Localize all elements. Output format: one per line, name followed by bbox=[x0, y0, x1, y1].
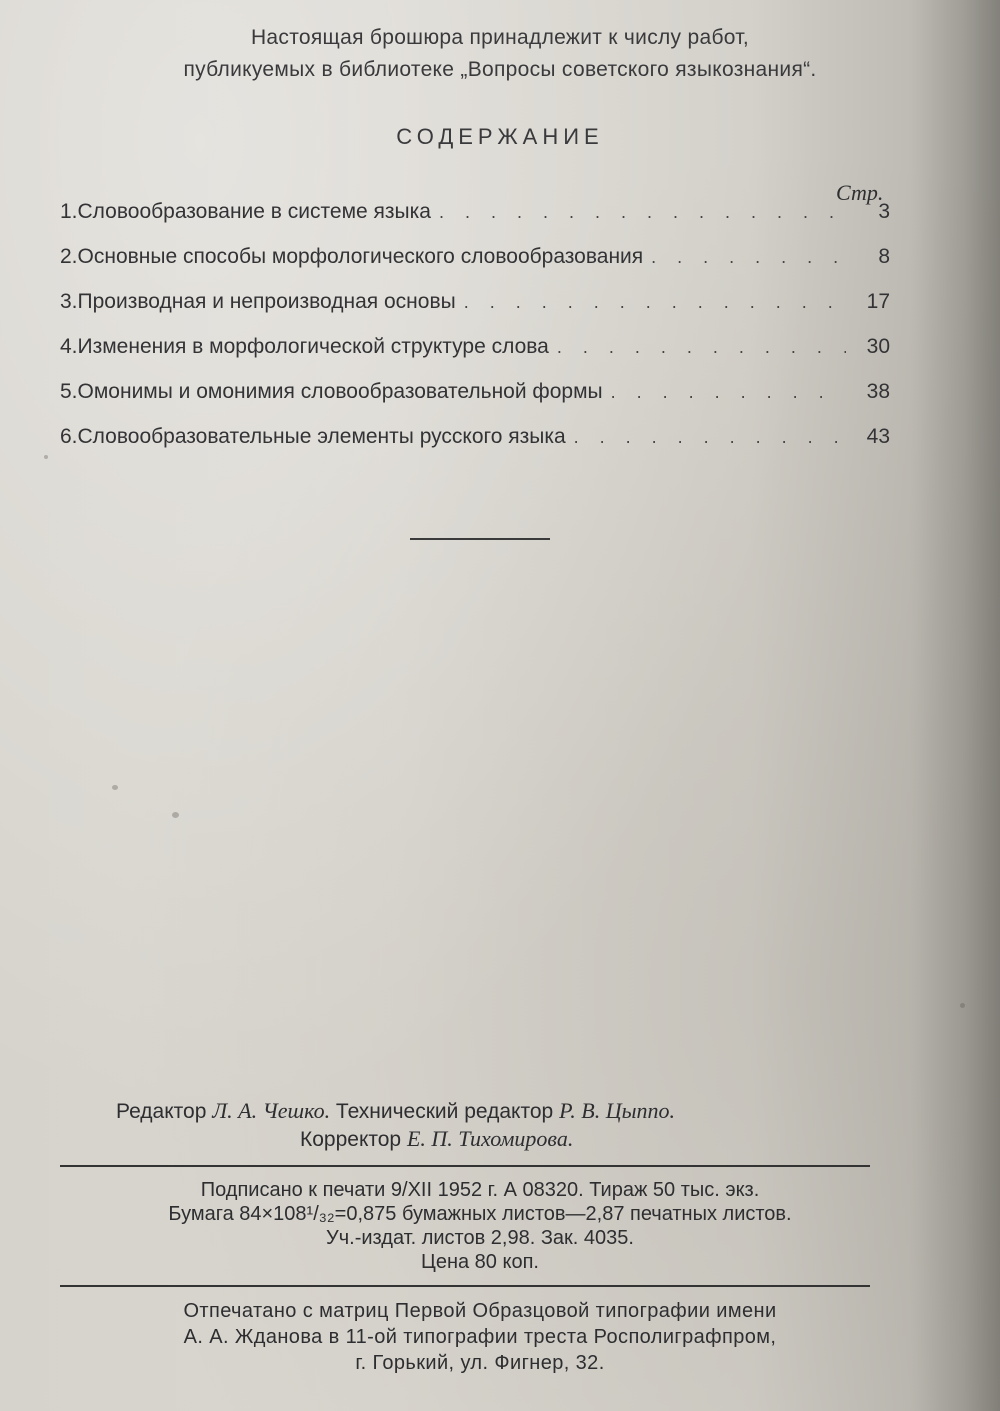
printer-line: А. А. Жданова в 11-ой типографии треста Росполиграфпром, bbox=[183, 1326, 777, 1348]
corrector-name: Е. П. Тихомирова. bbox=[406, 1126, 574, 1151]
tech-editor-name: Р. В. Цыппо. bbox=[559, 1098, 676, 1123]
toc-entry-number: 5. bbox=[60, 380, 78, 403]
editor-name: Л. А. Чешко. bbox=[212, 1098, 331, 1123]
toc-entry[interactable] bbox=[60, 245, 890, 290]
editor-label: Редактор bbox=[116, 1100, 207, 1123]
printer-line: г. Горький, ул. Фигнер, 32. bbox=[355, 1352, 605, 1374]
toc-entry-title: Словообразовательные элементы русского языка bbox=[77, 425, 566, 448]
toc-entry-page: 38 bbox=[866, 380, 890, 403]
toc-entry-title: Изменения в морфологической структуре слова bbox=[77, 335, 549, 358]
toc-entry-page: 8 bbox=[878, 245, 890, 268]
toc-leader-dots bbox=[464, 292, 846, 313]
toc-entry-page: 3 bbox=[878, 200, 890, 223]
toc-leader-dots bbox=[439, 202, 846, 223]
toc-entry-number: 1. bbox=[60, 200, 78, 223]
section-divider bbox=[410, 538, 550, 540]
toc-entry[interactable] bbox=[60, 380, 890, 425]
imprint-bottom-rule bbox=[60, 1285, 870, 1287]
toc-entry-title: Омонимы и омонимия словообразовательной формы bbox=[77, 380, 603, 403]
series-notice-line: Настоящая брошюра принадлежит к числу работ, bbox=[250, 26, 750, 49]
toc-leader-dots bbox=[611, 382, 846, 403]
paper-speck bbox=[172, 812, 179, 818]
imprint-line: Уч.-издат. листов 2,98. Зак. 4035. bbox=[326, 1227, 634, 1249]
toc-entry-page: 17 bbox=[866, 290, 890, 313]
toc-entry-number: 6. bbox=[60, 425, 78, 448]
toc-entry-page: 30 bbox=[866, 335, 890, 358]
table-of-contents bbox=[60, 200, 890, 470]
toc-entry-title: Словообразование в системе языка bbox=[77, 200, 431, 223]
toc-pages-label: Стр. bbox=[836, 180, 884, 205]
toc-entry-number: 3. bbox=[60, 290, 78, 313]
toc-leader-dots bbox=[557, 337, 846, 358]
toc-heading: СОДЕРЖАНИЕ bbox=[396, 124, 604, 149]
imprint-block bbox=[80, 1178, 880, 1274]
toc-entry[interactable] bbox=[60, 335, 890, 380]
printer-line: Отпечатано с матриц Первой Образцовой типографии имени bbox=[183, 1300, 777, 1322]
series-notice-line: публикуемых в библиотеке „Вопросы советского языкознания“. bbox=[183, 58, 817, 81]
toc-leader-dots bbox=[574, 427, 846, 448]
paper-speck bbox=[112, 785, 118, 790]
imprint-line: Подписано к печати 9/XII 1952 г. А 08320. Тираж 50 тыс. экз. bbox=[200, 1179, 760, 1201]
toc-entry-title: Производная и непроизводная основы bbox=[77, 290, 456, 313]
series-notice bbox=[80, 22, 920, 86]
toc-entry[interactable] bbox=[60, 200, 890, 245]
paper-speck bbox=[960, 1003, 965, 1008]
printer-block bbox=[70, 1298, 890, 1376]
corrector-label: Корректор bbox=[300, 1128, 402, 1151]
toc-leader-dots bbox=[651, 247, 846, 268]
imprint-top-rule bbox=[60, 1165, 870, 1167]
toc-entry[interactable] bbox=[60, 290, 890, 335]
toc-entry-number: 4. bbox=[60, 335, 78, 358]
credits-editors-line bbox=[116, 1098, 675, 1124]
imprint-line: Бумага 84×108¹/₃₂=0,875 бумажных листов—2,87 печатных листов. bbox=[168, 1203, 792, 1225]
credits-corrector-line bbox=[300, 1126, 573, 1152]
paper-speck bbox=[44, 455, 48, 459]
spine-shadow bbox=[910, 0, 1000, 1411]
toc-entry-page: 43 bbox=[866, 425, 890, 448]
toc-entry-title: Основные способы морфологического словообразования bbox=[77, 245, 644, 268]
toc-entry[interactable] bbox=[60, 425, 890, 470]
toc-entry-number: 2. bbox=[60, 245, 78, 268]
tech-editor-label: Технический редактор bbox=[335, 1100, 554, 1123]
imprint-price: Цена 80 коп. bbox=[421, 1251, 539, 1273]
